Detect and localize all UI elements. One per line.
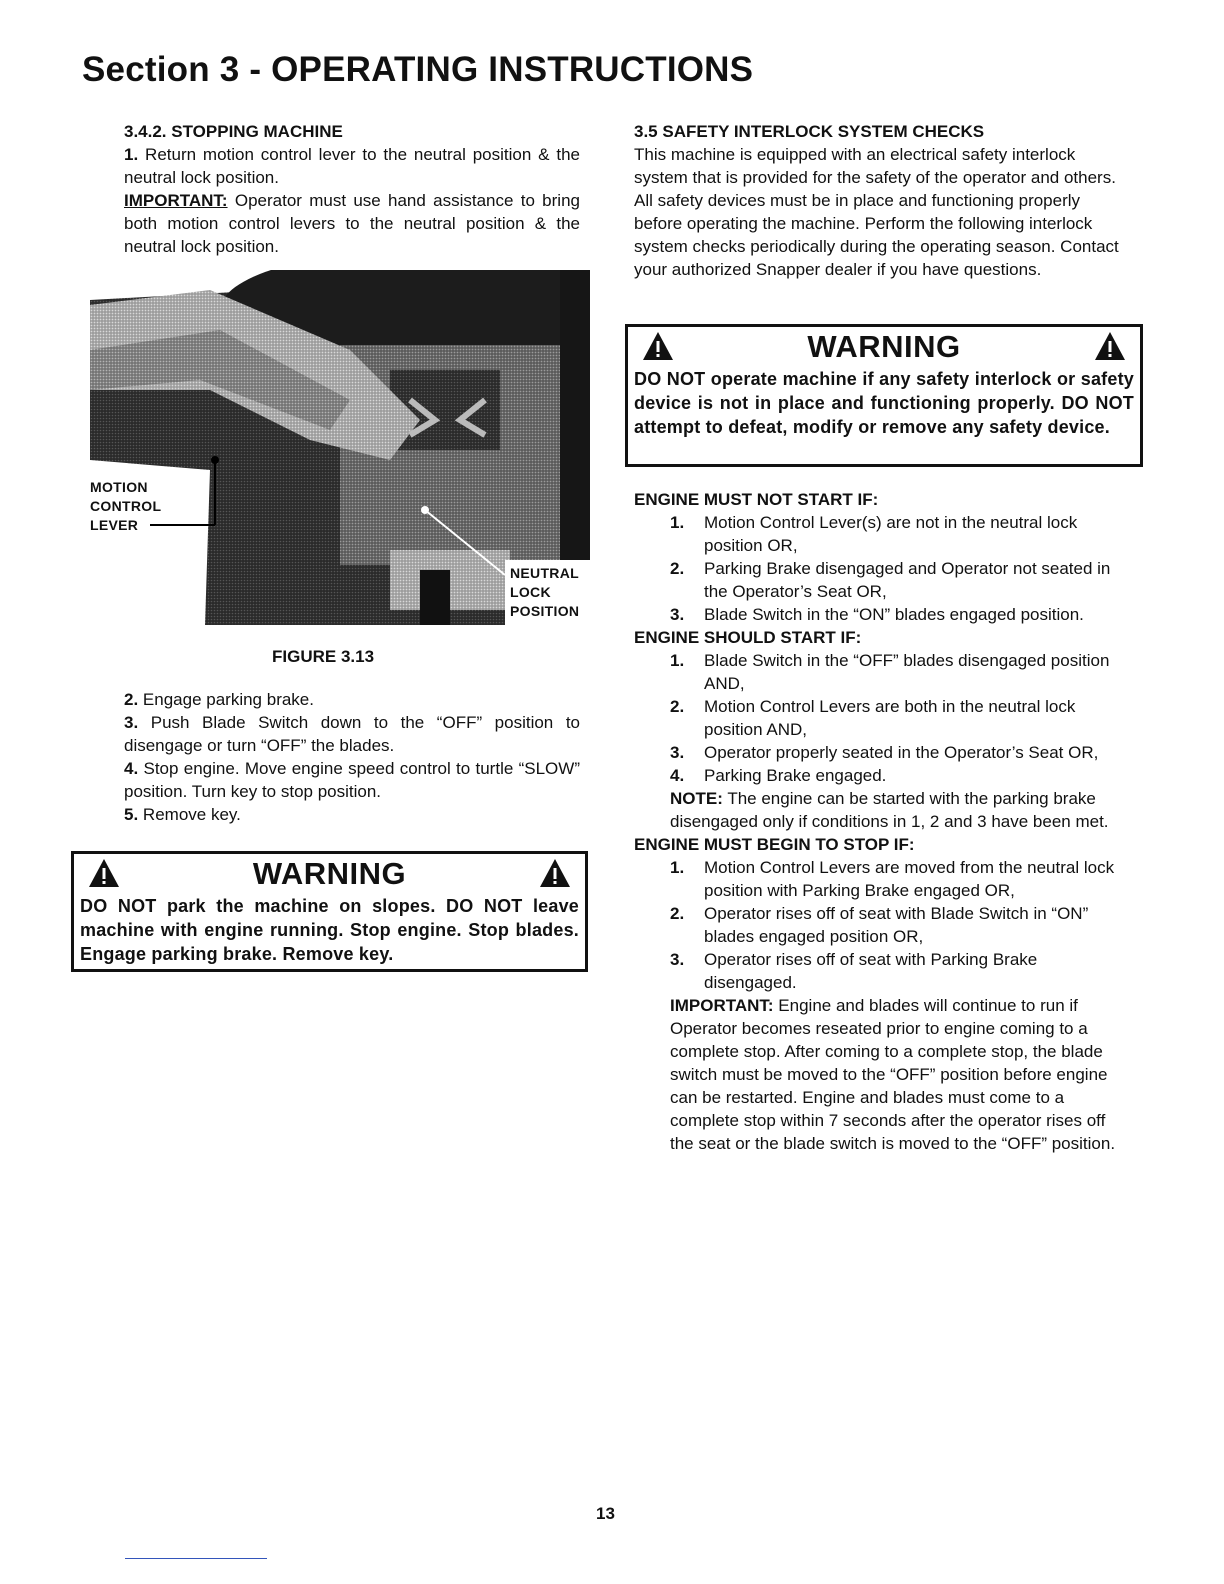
step-1-number: 1.	[124, 145, 139, 164]
warning-title: WARNING	[252, 856, 407, 891]
should-start-heading: ENGINE SHOULD START IF:	[634, 628, 862, 647]
motion-control-lever-label: MOTION CONTROL LEVER	[90, 479, 162, 533]
step-1	[124, 143, 580, 189]
warning-header	[74, 854, 585, 894]
right-column	[634, 120, 1122, 281]
list-item: 2. Parking Brake disengaged and Operator not seated in the Operator’s Seat OR,	[670, 559, 1111, 601]
warning-triangle-icon	[88, 858, 120, 888]
list-item: 4. Parking Brake engaged.	[670, 766, 887, 785]
footer-rule	[125, 1558, 267, 1559]
step-3: 3. Push Blade Switch down to the “OFF” position to disengage or turn “OFF” the blades.	[124, 713, 580, 755]
figure-photo	[90, 270, 590, 625]
stopping-steps	[124, 688, 580, 826]
stopping-machine-heading: 3.4.2. STOPPING MACHINE	[124, 122, 343, 141]
left-column	[124, 120, 580, 258]
list-item: 3. Blade Switch in the “ON” blades engaged position.	[670, 605, 1084, 624]
note-label: NOTE:	[670, 789, 723, 808]
parking-warning-box	[71, 851, 588, 972]
list-item: 2. Operator rises off of seat with Blade Switch in “ON” blades engaged position OR,	[670, 904, 1089, 946]
list-item: 1. Blade Switch in the “OFF” blades disengaged position AND,	[670, 651, 1110, 693]
neutral-lock-position-label: NEUTRAL LOCK POSITION	[510, 565, 580, 619]
important-note	[124, 189, 580, 258]
important-label: IMPORTANT:	[124, 191, 228, 210]
important-note	[634, 994, 1122, 1155]
list-item: 1. Motion Control Lever(s) are not in the neutral lock position OR,	[670, 513, 1078, 555]
important-text: Engine and blades will continue to run if Operator becomes reseated prior to engine coming to a complete stop. After coming to a complete stop, the blade switch must be moved to the “OFF” position before engine can be restarted. Engine and blades must come to a complete stop within 7 seconds after the operator rises off the seat or the blade switch is moved to the “OFF” position.	[670, 996, 1116, 1153]
important-text: Operator must use hand assistance to bring both motion control levers to the neutral position & the neutral lock position.	[124, 191, 580, 256]
warning-text: DO NOT park the machine on slopes. DO NOT leave machine with engine running. Stop engine. Stop blades. Engage parking brake. Remove key.	[80, 896, 579, 964]
warning-triangle-icon	[642, 331, 674, 361]
step-4: 4. Stop engine. Move engine speed control to turtle “SLOW” position. Turn key to stop position.	[124, 759, 580, 801]
interlock-warning-box	[625, 324, 1143, 467]
list-item: 2. Motion Control Levers are both in the neutral lock position AND,	[670, 697, 1076, 739]
interlock-heading: 3.5 SAFETY INTERLOCK SYSTEM CHECKS	[634, 122, 985, 141]
important-label: IMPORTANT:	[670, 996, 774, 1015]
list-item: 3. Operator properly seated in the Operator’s Seat OR,	[670, 743, 1099, 762]
list-item: 3. Operator rises off of seat with Parking Brake disengaged.	[670, 950, 1038, 992]
step-5: 5. Remove key.	[124, 805, 241, 824]
step-2: 2. Engage parking brake.	[124, 690, 314, 709]
note	[634, 787, 1122, 833]
warning-text: DO NOT operate machine if any safety interlock or safety device is not in place and functioning properly. DO NOT attempt to defeat, modify or remove any safety device.	[634, 369, 1134, 437]
warning-title: WARNING	[807, 329, 961, 364]
warning-header	[628, 327, 1140, 367]
interlock-checks	[634, 488, 1122, 1155]
interlock-intro: This machine is equipped with an electrical safety interlock system that is provided for the safety of the operator and others. All safety devices must be in place and functioning properly before operating the machine. Perform the following interlock system checks periodically during the operating season. Contact your authorized Snapper dealer if you have questions.	[634, 145, 1119, 279]
must-not-start-heading: ENGINE MUST NOT START IF:	[634, 490, 879, 509]
page-title: Section 3 - OPERATING INSTRUCTIONS	[82, 50, 754, 89]
page-number: 13	[596, 1504, 615, 1523]
list-item: 1. Motion Control Levers are moved from the neutral lock position with Parking Brake engaged OR,	[670, 858, 1115, 900]
step-1-text: Return motion control lever to the neutral position & the neutral lock position.	[124, 145, 580, 187]
must-stop-heading: ENGINE MUST BEGIN TO STOP IF:	[634, 835, 915, 854]
figure-caption: FIGURE 3.13	[272, 647, 375, 666]
warning-triangle-icon	[539, 858, 571, 888]
note-text: The engine can be started with the parking brake disengaged only if conditions in 1, 2 and 3 have been met.	[670, 789, 1109, 831]
warning-triangle-icon	[1094, 331, 1126, 361]
